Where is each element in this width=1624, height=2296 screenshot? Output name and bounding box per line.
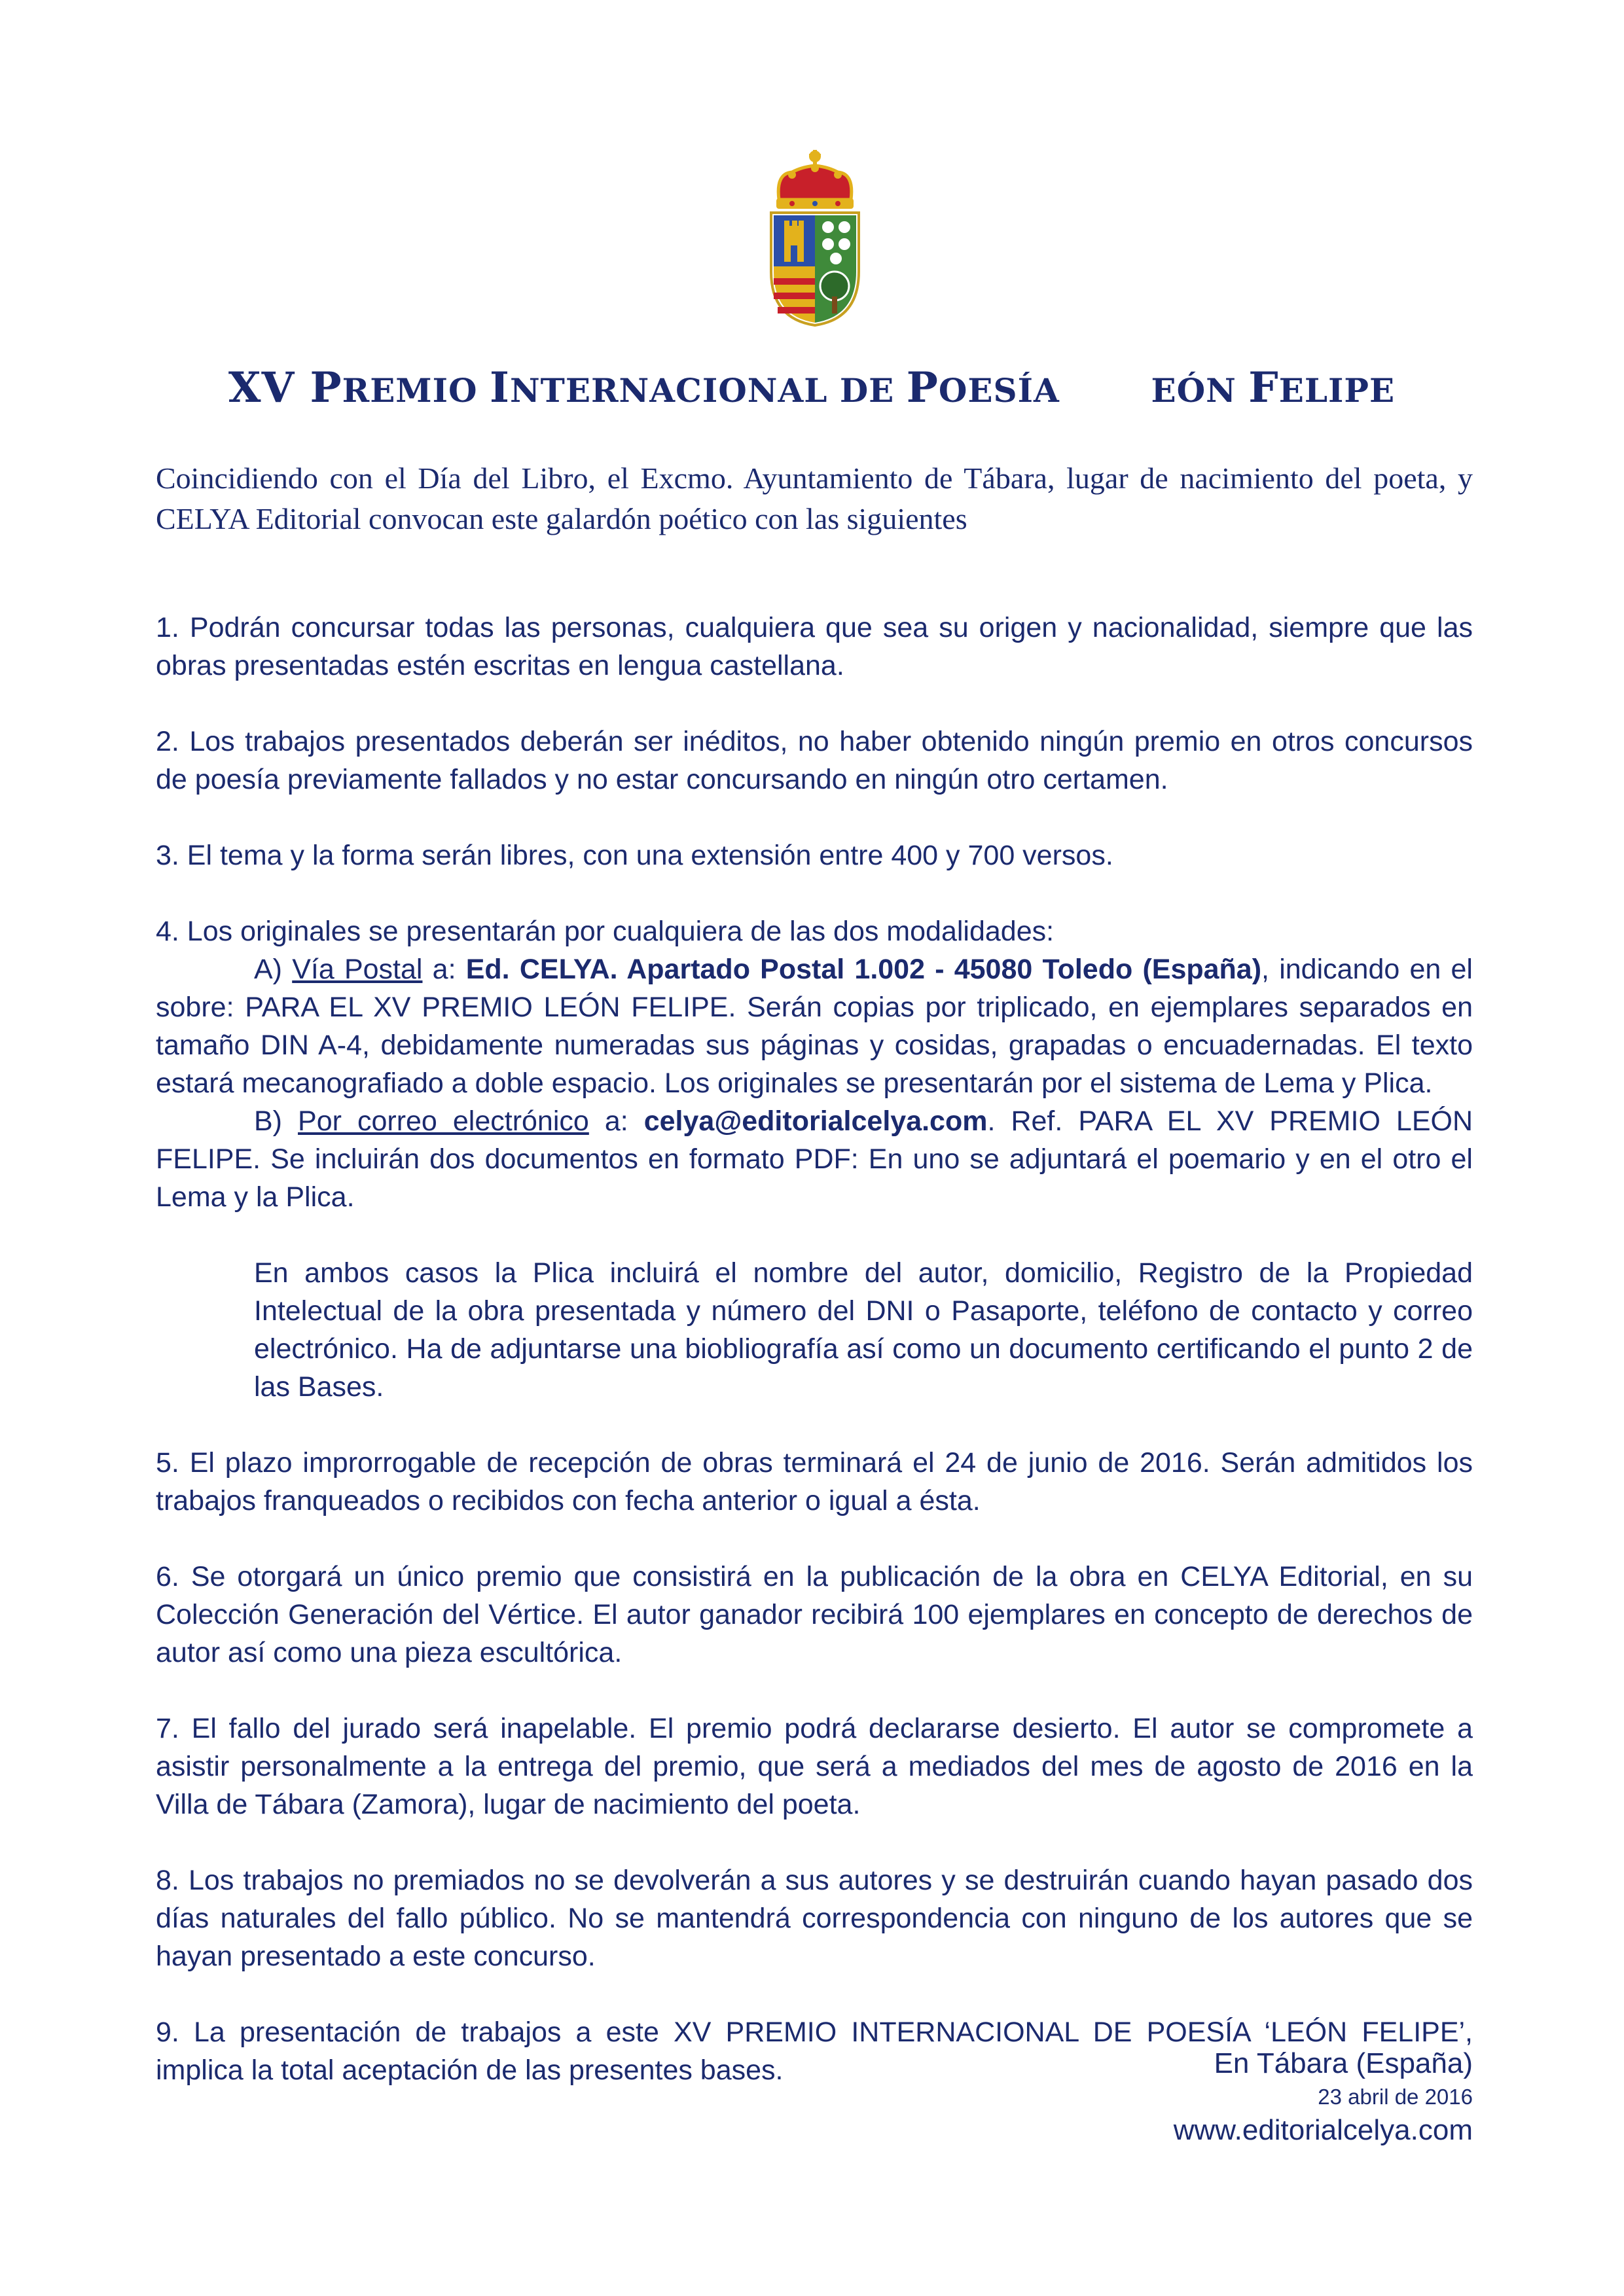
email-address[interactable]: celya@editorialcelya.com bbox=[643, 1105, 988, 1137]
base-4-option-a: A) Vía Postal a: Ed. CELYA. Apartado Postal 1.002 - 45080 Toledo (España), indicando en el sobre: PARA EL XV PREMIO LEÓN FELIPE. Serán copias por triplicado, en ejemplares separados en tamaño DIN A-4, debidamente numeradas sus páginas y cosidas, grapadas o encuadernadas. El texto estará mecanografiado a doble espacio. Los originales se presentarán por el sistema de Lema y Plica. bbox=[156, 954, 1473, 1099]
base-6: 6. Se otorgará un único premio que consistirá en la publicación de la obra en CELYA Editorial, en su Colección Generación del Vértice. El autor ganador recibirá 100 ejemplares en concepto de derechos de autor así como una pieza escultórica. bbox=[156, 1561, 1473, 1668]
website-link[interactable]: www.editorialcelya.com bbox=[1173, 2114, 1473, 2146]
base-3: 3. El tema y la forma serán libres, con una extensión entre 400 y 700 versos. bbox=[156, 840, 1113, 871]
postal-link[interactable]: Vía Postal bbox=[292, 954, 423, 985]
footer bbox=[1174, 2045, 1473, 2149]
base-7: 7. El fallo del jurado será inapelable. El premio podrá declararse desierto. El autor se compromete a asistir personalmente a la entrega del premio, que será a mediados del mes de agosto de 2016 en la Villa de Tábara (Zamora), lugar de nacimiento del poeta. bbox=[156, 1713, 1473, 1820]
page-title: XV PREMIO INTERNACIONAL DE POESÍA EÓN FELIPE bbox=[228, 363, 1396, 412]
base-9: 9. La presentación de trabajos a este XV PREMIO INTERNACIONAL DE POESÍA ‘LEÓN FELIPE’, implica la total aceptación de las presentes bases. bbox=[156, 2017, 1473, 2086]
bases-list bbox=[156, 609, 1473, 2127]
footer-place: En Tábara (España) bbox=[1214, 2047, 1473, 2079]
postal-address: Ed. CELYA. Apartado Postal 1.002 - 45080 Toledo (España) bbox=[465, 954, 1262, 985]
intro-paragraph: Coincidiendo con el Día del Libro, el Excmo. Ayuntamiento de Tábara, lugar de nacimiento del poeta, y CELYA Editorial convocan este galardón poético con las siguientes bbox=[156, 461, 1473, 535]
coat-of-arms-icon bbox=[766, 147, 864, 327]
base-4-intro: 4. Los originales se presentarán por cualquiera de las dos modalidades: bbox=[156, 916, 1055, 947]
base-4-option-b: B) Por correo electrónico a: celya@editorialcelya.com. Ref. PARA EL XV PREMIO LEÓN FELIPE. Se incluirán dos documentos en formato PDF: En uno se adjuntará el poemario y en el otro el Lema y la Plica. bbox=[156, 1105, 1473, 1213]
base-8: 8. Los trabajos no premiados no se devolverán a sus autores y se destruirán cuando hayan pasado dos días naturales del fallo público. No se mantendrá correspondencia con ninguno de los autores que se hayan presentado a este concurso. bbox=[156, 1865, 1473, 1972]
base-5: 5. El plazo improrrogable de recepción de obras terminará el 24 de junio de 2016. Serán admitidos los trabajos franqueados o recibidos con fecha anterior o igual a ésta. bbox=[156, 1447, 1473, 1516]
base-4-plica: En ambos casos la Plica incluirá el nombre del autor, domicilio, Registro de la Propiedad Intelectual de la obra presentada y número del DNI o Pasaporte, teléfono de contacto y correo electrónico. Ha de adjuntarse una biobliografía así como un documento certificando el punto 2 de las Bases. bbox=[254, 1257, 1473, 1403]
footer-date: 23 abril de 2016 bbox=[1318, 2085, 1473, 2109]
email-link[interactable]: Por correo electrónico bbox=[298, 1105, 589, 1137]
base-2: 2. Los trabajos presentados deberán ser inéditos, no haber obtenido ningún premio en otros concursos de poesía previamente fallados y no estar concursando en ningún otro certamen. bbox=[156, 726, 1473, 795]
base-1: 1. Podrán concursar todas las personas, cualquiera que sea su origen y nacionalidad, siempre que las obras presentadas estén escritas en lengua castellana. bbox=[156, 612, 1473, 681]
